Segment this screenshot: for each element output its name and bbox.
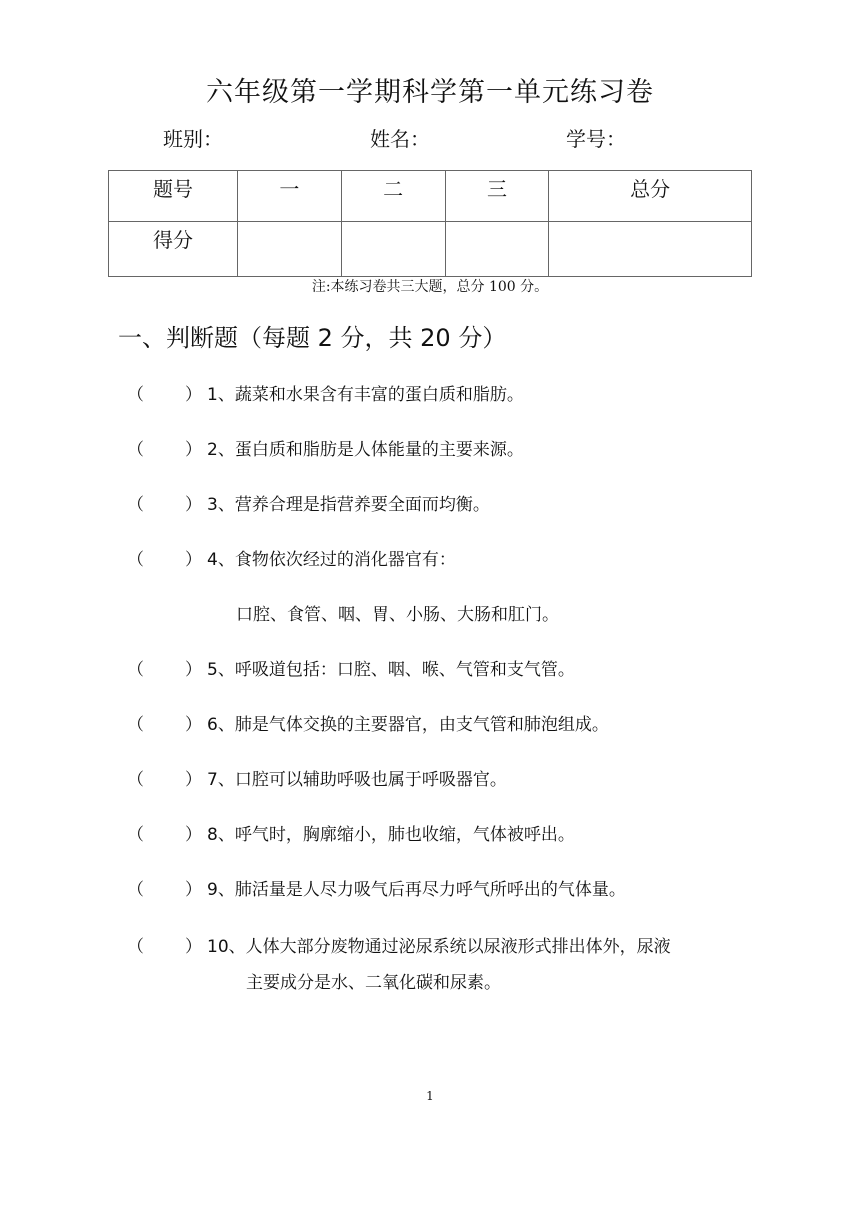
paren-open: （ [127,770,144,790]
header-cell: 二 [341,171,445,222]
header-cell: 一 [238,171,342,222]
paren-open: （ [127,440,144,460]
question-text: 4、食物依次经过的消化器官有： [207,550,456,570]
header-cell: 题号 [109,171,238,222]
paren-close: ） [185,550,202,570]
score-table-score-row [109,222,752,277]
paren-open: （ [127,825,144,845]
header-cell: 总分 [549,171,752,222]
paren-close: ） [185,660,202,680]
paren-open: （ [127,715,144,735]
paren-close: ） [185,440,202,460]
student-info-row [0,123,860,153]
page-title: 六年级第一学期科学第一单元练习卷 [206,77,654,108]
score-cell [445,222,549,277]
paren-open: （ [127,937,144,957]
paren-open: （ [127,385,144,405]
section-title: 一、判断题（每题 2 分，共 20 分） [118,324,507,352]
question-text: 10、人体大部分废物通过泌尿系统以尿液形式排出体外，尿液 [207,937,671,957]
paren-close: ） [185,495,202,515]
question-text: 3、营养合理是指营养要全面而均衡。 [207,495,490,515]
question-text: 2、蛋白质和脂肪是人体能量的主要来源。 [207,440,524,460]
name-label: 姓名： [370,127,430,151]
question-text: 7、口腔可以辅助呼吸也属于呼吸器官。 [207,770,507,790]
question-text: 5、呼吸道包括：口腔、咽、喉、气管和支气管。 [207,660,575,680]
question-text: 6、肺是气体交换的主要器官，由支气管和肺泡组成。 [207,715,609,735]
question-4-continuation: 口腔、食管、咽、胃、小肠、大肠和肛门。 [236,605,559,625]
paren-close: ） [185,825,202,845]
score-cell [341,222,445,277]
exam-note: 注:本练习卷共三大题，总分 100 分。 [311,279,549,295]
paren-close: ） [185,880,202,900]
question-10-continuation: 主要成分是水、二氧化碳和尿素。 [246,973,501,993]
paren-close: ） [185,937,202,957]
paren-open: （ [127,550,144,570]
score-cell [549,222,752,277]
paren-close: ） [185,385,202,405]
score-cell-label: 得分 [109,222,238,277]
paren-close: ） [185,770,202,790]
question-text: 8、呼气时，胸廓缩小，肺也收缩，气体被呼出。 [207,825,575,845]
class-label: 班别： [163,127,223,151]
score-table [108,170,752,277]
question-text: 9、肺活量是人尽力吸气后再尽力呼气所呼出的气体量。 [207,880,626,900]
student-number-label: 学号： [566,127,626,151]
paren-close: ） [185,715,202,735]
paren-open: （ [127,880,144,900]
header-cell: 三 [445,171,549,222]
paren-open: （ [127,495,144,515]
question-text: 1、蔬菜和水果含有丰富的蛋白质和脂肪。 [207,385,524,405]
page-number: 1 [426,1089,434,1103]
paren-open: （ [127,660,144,680]
score-table-header-row [109,171,752,222]
score-cell [238,222,342,277]
